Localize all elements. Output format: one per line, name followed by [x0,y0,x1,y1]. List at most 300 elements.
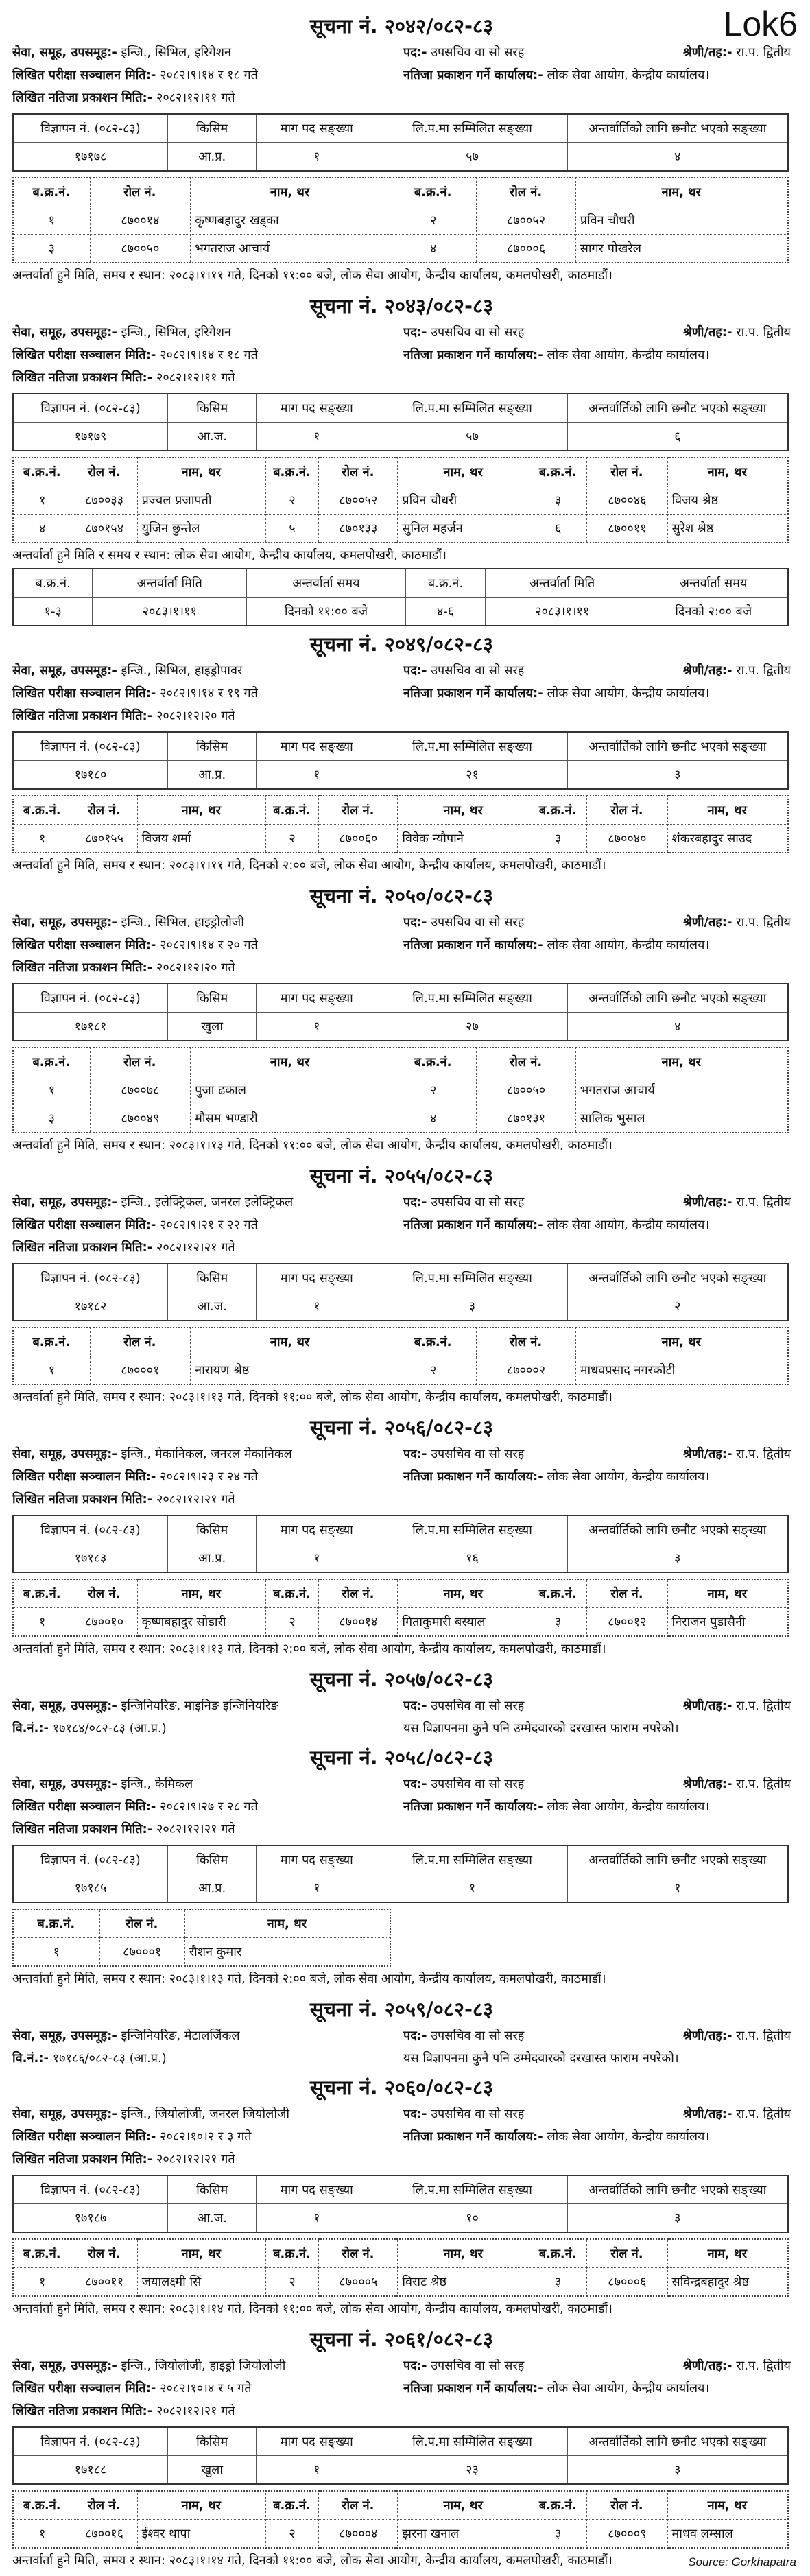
candidate-serial: १ [13,206,90,235]
exam-date-value: २०८२।१०।४ र ५ गते [160,2381,252,2396]
result-date-label: लिखित नतिजा प्रकाशन मिति:- [12,1240,153,1255]
service-group-value: इन्जिनियरिङ, मेटालर्जिकल [121,2029,240,2043]
column-header: ब.क्र.नं. [13,1579,71,1608]
column-header: अन्तर्वार्तिको लागि छनौट भएको सङ्ख्या [567,1264,788,1292]
post [403,1694,683,1717]
candidate-roll: ८७००१४ [90,206,191,235]
column-header: ब.क्र.नं. [265,1579,318,1608]
column-header: रोल नं. [71,796,137,825]
meta-row [12,2125,791,2148]
candidate-roll: ८७०००६ [587,2268,667,2297]
table-row [13,1292,788,1321]
level-value: रा.प. द्वितीय [736,2029,791,2043]
notice-title: सूचना नं. २०४९/०८२-८३ [309,633,494,656]
column-header: किसिम [168,114,257,143]
table-cell: १७१८८ [13,2456,168,2485]
exam-date [12,2125,403,2148]
column-header: नाम, थर [575,178,788,206]
column-header: नाम, थर [667,458,788,486]
table-row [13,2456,788,2485]
post [403,321,683,344]
table-cell: १ [257,2456,377,2485]
column-header: नाम, थर [137,1579,265,1608]
candidate-serial: २ [390,206,477,235]
column-header: माग पद सङ्ख्या [257,2175,377,2204]
column-header: विज्ञापन नं. (०८२-८३) [13,2427,168,2456]
service-group-value: इन्जि., सिभिल, इरिगेशन [121,45,231,60]
column-header: नाम, थर [667,796,788,825]
interview-info: अन्तर्वार्ता हुने मिति, समय र स्थान: २०८३।१।१३ गते, दिनको २:०० बजे, लोक सेवा आयोग, केन्द्रीय कार्यालय, कमलपोखरी, काठमाडौं। [12,1972,606,1986]
column-header: ब.क्र.नं. [13,2239,71,2268]
meta-row [12,344,791,366]
exam-date-value: २०८२।९।२१ र २२ गते [160,1218,258,1232]
meta-row [12,1488,791,1511]
service-group [12,659,403,682]
candidate-name: कृष्णबहादुर सोडारी [137,1608,265,1637]
column-header: अन्तर्वार्तिको लागि छनौट भएको सङ्ख्या [567,2427,788,2456]
advert-summary-table [12,393,789,451]
notice-section [12,11,791,288]
column-header: नाम, थर [398,2239,529,2268]
candidate-name: भगतराज आचार्य [191,235,390,263]
advert-number [12,2047,403,2070]
result-date [12,86,403,109]
exam-date-label: लिखित परीक्षा सञ्चालन मिति:- [12,68,156,82]
candidate-serial: ३ [13,1104,90,1133]
table-cell: ५७ [377,423,567,451]
candidate-table [12,1327,789,1385]
level-value: रा.प. द्वितीय [736,45,791,60]
candidate-roll: ८७००५० [90,235,191,263]
column-header: नाम, थर [184,1909,390,1938]
table-header-row [13,2239,788,2268]
column-header: माग पद सङ्ख्या [257,984,377,1013]
notice-title: सूचना नं. २०५९/०८२-८३ [309,1998,494,2021]
level-label: श्रेणी/तह:- [682,915,732,930]
candidate-table [12,795,789,853]
service-group-value: इन्जि., जियोलोजी, हाइड्रो जियोलोजी [121,2359,286,2373]
advert-summary-table [12,1845,789,1903]
candidate-roll: ८७०००४ [319,2520,398,2549]
table-header-row [13,458,788,486]
result-office-value: लोक सेवा आयोग, केन्द्रीय कार्यालय। [547,68,710,82]
post-value: उपसचिव वा सो सरह [431,2029,525,2043]
result-office-value: लोक सेवा आयोग, केन्द्रीय कार्यालय। [547,2381,710,2396]
candidate-roll: ८७००१४ [319,1608,398,1637]
result-office-value: लोक सेवा आयोग, केन्द्रीय कार्यालय। [547,938,710,952]
candidate-serial: ५ [265,515,318,543]
post-value: उपसचिव वा सो सरह [431,2107,525,2121]
column-header: रोल नं. [587,796,667,825]
post [403,1443,683,1465]
table-cell: २०८३।१।११ [93,598,247,626]
exam-date-value: २०८२।९।१४ र १९ गते [160,686,258,700]
notice-title: सूचना नं. २०४२/०८२-८३ [309,14,494,38]
candidate-name: निराजन पुडासैनी [667,1608,788,1637]
column-header: अन्तर्वार्तिको लागि छनौट भएको सङ्ख्या [567,984,788,1013]
post-label: पद:- [403,1447,427,1461]
candidate-serial: ४ [390,1104,477,1133]
candidate-serial: १ [13,486,71,515]
candidate-name: सुनिल महर्जन [398,515,529,543]
level [683,2024,791,2047]
column-header: रोल नं. [477,178,575,206]
candidate-roll: ८७०१५५ [71,825,137,853]
exam-date [12,344,403,366]
service-group [12,1694,403,1717]
service-group [12,911,403,934]
meta-row [12,2103,791,2125]
column-header: लि.प.मा सम्मिलित सङ्ख्या [377,2427,567,2456]
column-header: नाम, थर [575,1327,788,1356]
meta-row [12,705,791,727]
column-header: रोल नं. [71,2239,137,2268]
level [683,2354,791,2377]
meta-row [12,1236,791,1259]
column-header: लि.प.मा सम्मिलित सङ्ख्या [377,1264,567,1292]
exam-date-label: लिखित परीक्षा सञ्चालन मिति:- [12,1218,156,1232]
table-cell: ३ [567,1544,788,1573]
level [683,1773,791,1795]
column-header: रोल नं. [90,178,191,206]
candidate-roll: ८७००११ [587,515,667,543]
service-group-value: इन्जि., सिभिल, हाइड्रोलोजी [121,915,244,930]
exam-date [12,682,403,705]
table-cell: आ.प्र. [168,143,257,172]
candidate-row [13,1356,788,1385]
candidate-roll: ८७०००२ [477,1356,575,1385]
column-header: लि.प.मा सम्मिलित सङ्ख्या [377,984,567,1013]
result-office-label: नतिजा प्रकाशन गर्ने कार्यालय:- [403,2381,543,2396]
column-header: ब.क्र.नं. [529,796,587,825]
level-label: श्रेणी/तह:- [682,1777,732,1791]
candidate-roll: ८७००५२ [319,486,398,515]
post [403,911,683,934]
level [683,41,791,64]
table-header-row [13,1048,788,1076]
table-header-row [13,984,788,1013]
level-value: रा.प. द्वितीय [736,1447,791,1461]
page-code: Lok6 [723,5,798,43]
candidate-name: झरना खनाल [398,2520,529,2549]
column-header: ब.क्र.नं. [529,458,587,486]
level-label: श्रेणी/तह:- [682,2107,732,2121]
exam-date-label: लिखित परीक्षा सञ्चालन मिति:- [12,1799,156,1814]
candidate-row [13,1076,788,1104]
candidate-row [13,1608,788,1637]
candidate-row [13,235,788,263]
notice-title: सूचना नं. २०५६/०८२-८३ [309,1416,494,1439]
table-cell: १ [377,1874,567,1903]
service-group-label: सेवा, समूह, उपसमूह:- [12,2107,117,2121]
column-header: नाम, थर [191,1327,390,1356]
service-group-value: इन्जि., सिभिल, हाइड्रोपावर [121,663,243,678]
column-header: ब.क्र.नं. [13,1909,99,1938]
advert-number-label: वि.नं.:- [12,1721,49,1736]
meta-row [12,2377,791,2400]
candidate-name: युजिन छुन्तेल [137,515,265,543]
interview-info: अन्तर्वार्ता हुने मिति, समय र स्थान: २०८३।१।१३ गते, दिनको ११:०० बजे, लोक सेवा आयोग, केन्द्रीय कार्यालय, कमलपोखरी, काठमाडौं। [12,1138,612,1153]
post-label: पद:- [403,2107,427,2121]
advert-summary-table [12,731,789,790]
candidate-name: मौसम भण्डारी [191,1104,390,1133]
column-header: माग पद सङ्ख्या [257,1845,377,1874]
notice-section [12,1664,791,1740]
column-header: नाम, थर [137,458,265,486]
notice-section [12,291,791,626]
result-date-label: लिखित नतिजा प्रकाशन मिति:- [12,370,153,385]
level-value: रा.प. द्वितीय [736,915,791,930]
column-header: ब.क्र.नं. [529,1579,587,1608]
column-header: लि.प.मा सम्मिलित सङ्ख्या [377,394,567,423]
table-cell: १ [257,761,377,790]
meta-row [12,2354,791,2377]
column-header: ब.क्र.नं. [390,178,477,206]
table-cell: ६ [567,423,788,451]
meta-row [12,86,791,109]
level [683,1694,791,1717]
candidate-name: प्रविन चौधरी [398,486,529,515]
candidate-serial: ३ [529,2268,587,2297]
table-cell: १७१८५ [13,1874,168,1903]
table-header-row [13,1264,788,1292]
candidate-serial: ६ [529,515,587,543]
column-header: विज्ञापन नं. (०८२-८३) [13,984,168,1013]
advert-summary-table [12,1515,789,1573]
level-value: रा.प. द्वितीय [736,2359,791,2373]
column-header: नाम, थर [667,1579,788,1608]
level-value: रा.प. द्वितीय [736,663,791,678]
table-cell: ३ [377,1292,567,1321]
service-group-value: इन्जि., जियोलोजी, जनरल जियोलोजी [121,2107,289,2121]
result-date [12,366,403,389]
level-label: श्रेणी/तह:- [682,1699,732,1713]
column-header: विज्ञापन नं. (०८२-८३) [13,394,168,423]
notice-section [12,881,791,1158]
column-header: रोल नं. [71,2491,137,2520]
column-header: ब.क्र.नं. [13,178,90,206]
result-office-label: नतिजा प्रकाशन गर्ने कार्यालय:- [403,686,543,700]
column-header: माग पद सङ्ख्या [257,114,377,143]
notice-section [12,2324,791,2573]
column-header: नाम, थर [191,1048,390,1076]
column-header: किसिम [168,1515,257,1544]
meta-row [12,2024,791,2047]
post-label: पद:- [403,663,427,678]
result-date-label: लिखित नतिजा प्रकाशन मिति:- [12,2404,153,2418]
result-date-value: २०८२।१२।२० गते [156,960,235,975]
candidate-name: प्रविन चौधरी [575,206,788,235]
column-header: नाम, थर [667,2491,788,2520]
level-value: रा.प. द्वितीय [736,325,791,340]
result-date-value: २०८२।१२।२१ गते [156,2404,235,2418]
post-value: उपसचिव वा सो सरह [431,1777,525,1791]
column-header: ब.क्र.नं. [390,1048,477,1076]
table-cell: ५७ [377,143,567,172]
candidate-serial: २ [265,2268,318,2297]
table-header-row [13,2175,788,2204]
candidate-name: सागर पोखरेल [575,235,788,263]
interview-info: अन्तर्वार्ता हुने मिति र समय र स्थान: लोक सेवा आयोग, केन्द्रीय कार्यालय, कमलपोखरी, काठमाडौं। [12,548,446,563]
candidate-table [12,2238,789,2297]
notice-section [12,1161,791,1410]
candidate-name: सविन्द्रबहादुर श्रेष्ठ [667,2268,788,2297]
notice-section [12,2072,791,2321]
advert-number-value: १७१८६/०८२-८३ (आ.प्र.) [52,2051,167,2066]
result-date-value: २०८२।१२।२१ गते [156,1492,235,1506]
column-header: लि.प.मा सम्मिलित सङ्ख्या [377,732,567,761]
advert-summary-table [12,2175,789,2233]
result-office-value: लोक सेवा आयोग, केन्द्रीय कार्यालय। [547,2129,710,2144]
table-header-row [13,1909,390,1938]
service-group [12,41,403,64]
table-cell: ४-६ [405,598,485,626]
level [683,1191,791,1214]
candidate-name: कृष्णबहादुर खड्का [191,206,390,235]
candidate-name: पुजा ढकाल [191,1076,390,1104]
candidate-roll: ८७००४६ [587,486,667,515]
column-header: अन्तर्वार्तिको लागि छनौट भएको सङ्ख्या [567,732,788,761]
result-office [403,2125,791,2148]
column-header: माग पद सङ्ख्या [257,732,377,761]
meta-row [12,1773,791,1795]
table-cell: १-३ [13,598,93,626]
table-cell: आ.ज. [168,2204,257,2233]
post-label: पद:- [403,2359,427,2373]
service-group [12,321,403,344]
column-header: रोल नं. [90,1327,191,1356]
result-office [403,1795,791,1818]
column-header: विज्ञापन नं. (०८२-८३) [13,1264,168,1292]
result-office-value: लोक सेवा आयोग, केन्द्रीय कार्यालय। [547,348,710,362]
level-label: श्रेणी/तह:- [682,325,732,340]
candidate-name: विराट श्रेष्ठ [398,2268,529,2297]
meta-row [12,1694,791,1717]
column-header: रोल नं. [319,1579,398,1608]
table-header-row [13,796,788,825]
result-office [403,64,791,86]
result-office-label: नतिजा प्रकाशन गर्ने कार्यालय:- [403,1218,543,1232]
interview-info: अन्तर्वार्ता हुने मिति, समय र स्थान: २०८३।१।११ गते, दिनको ११:०० बजे, लोक सेवा आयोग, केन्द्रीय कार्यालय, कमलपोखरी, काठमाडौं। [12,268,612,283]
column-header: ब.क्र.नं. [529,2239,587,2268]
table-cell: ४ [567,1013,788,1041]
level [683,911,791,934]
candidate-name: विवेक न्यौपाने [398,825,529,853]
service-group [12,1191,403,1214]
column-header: माग पद सङ्ख्या [257,2427,377,2456]
exam-date-label: लिखित परीक्षा सञ्चालन मिति:- [12,348,156,362]
candidate-table [12,457,789,543]
post-label: पद:- [403,1195,427,1209]
column-header: किसिम [168,2427,257,2456]
exam-date-label: लिखित परीक्षा सञ्चालन मिति:- [12,2381,156,2396]
table-cell: २३ [377,2456,567,2485]
table-header-row [13,2491,788,2520]
meta-row [12,41,791,64]
result-date [12,1818,403,1841]
column-header: विज्ञापन नं. (०८२-८३) [13,732,168,761]
service-group-label: सेवा, समूह, उपसमूह:- [12,45,117,60]
column-header: अन्तर्वार्तिको लागि छनौट भएको सङ्ख्या [567,394,788,423]
service-group-value: इन्जि., केमिकल [121,1777,193,1791]
service-group [12,2354,403,2377]
interview-info: अन्तर्वार्ता हुने मिति, समय र स्थान: २०८३।१।१३ गते, दिनको ११:०० बजे, लोक सेवा आयोग, केन्द्रीय कार्यालय, कमलपोखरी, काठमाडौं। [12,1390,612,1404]
post-value: उपसचिव वा सो सरह [431,1699,525,1713]
candidate-serial: ३ [529,1608,587,1637]
candidate-row [13,2268,788,2297]
column-header: नाम, थर [191,178,390,206]
column-header: ब.क्र.नं. [13,458,71,486]
result-office-label: नतिजा प्रकाशन गर्ने कार्यालय:- [403,1469,543,1484]
column-header: नाम, थर [398,1579,529,1608]
table-cell: १ [257,1292,377,1321]
notice-title: सूचना नं. २०५७/०८२-८३ [309,1668,494,1691]
column-header: नाम, थर [398,796,529,825]
table-cell: ३ [567,2456,788,2485]
notice-section [12,1994,791,2070]
table-row [13,2204,788,2233]
candidate-row [13,206,788,235]
column-header: अन्तर्वार्ता मिति [485,569,639,598]
table-cell: दिनको २:०० बजे [639,598,788,626]
table-cell: १७१७९ [13,423,168,451]
column-header: ब.क्र.नं. [13,796,71,825]
table-cell: खुला [168,1013,257,1041]
column-header: विज्ञापन नं. (०८२-८३) [13,1515,168,1544]
meta-row [12,2047,791,2070]
table-cell: दिनको ११:०० बजे [246,598,405,626]
candidate-serial: ३ [529,486,587,515]
exam-date [12,64,403,86]
column-header: किसिम [168,1845,257,1874]
candidate-serial: १ [13,1076,90,1104]
result-date [12,956,403,979]
column-header: किसिम [168,1264,257,1292]
level-value: रा.प. द्वितीय [736,1699,791,1713]
advert-number-label: वि.नं.:- [12,2051,49,2066]
table-header-row [13,1515,788,1544]
table-row [13,1874,788,1903]
exam-date-label: लिखित परीक्षा सञ्चालन मिति:- [12,2129,156,2144]
post-label: पद:- [403,1699,427,1713]
service-group [12,2024,403,2047]
meta-row [12,1465,791,1488]
service-group-value: इन्जि., इलेक्ट्रिकल, जनरल इलेक्ट्रिकल [121,1195,294,1209]
candidate-serial: १ [13,2520,71,2549]
column-header: किसिम [168,394,257,423]
meta-row [12,956,791,979]
column-header: अन्तर्वार्ता समय [639,569,788,598]
table-row [13,1544,788,1573]
exam-date [12,1795,403,1818]
column-header: अन्तर्वार्ता समय [246,569,405,598]
meta-row [12,321,791,344]
candidate-roll: ८७०००१ [90,1356,191,1385]
result-date [12,1236,403,1259]
result-date-value: २०८२।१२।२१ गते [156,2152,235,2166]
candidate-serial: २ [265,2520,318,2549]
column-header: अन्तर्वार्तिको लागि छनौट भएको सङ्ख्या [567,1845,788,1874]
level [683,2103,791,2125]
post [403,2354,683,2377]
candidate-table [12,177,789,263]
level [683,321,791,344]
exam-date-value: २०८२।९।१४ र २० गते [160,938,258,952]
column-header: माग पद सङ्ख्या [257,1264,377,1292]
service-group-label: सेवा, समूह, उपसमूह:- [12,325,117,340]
meta-row [12,1214,791,1236]
table-header-row [13,1579,788,1608]
